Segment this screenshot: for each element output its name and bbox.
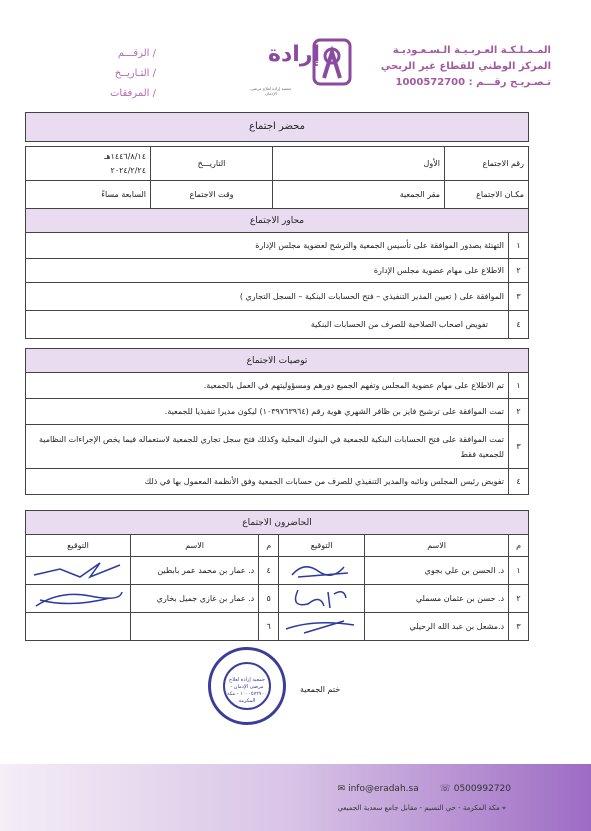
- signature-icon: [284, 559, 360, 581]
- attendee-name: د.مشعل بن عبد الله الرحيلي: [365, 613, 509, 641]
- col-m: م: [509, 535, 529, 557]
- recommendations-table: [25, 348, 529, 495]
- col-name: الاسم: [365, 535, 509, 557]
- footer: [0, 764, 591, 831]
- meeting-number-label: رقم الاجتماع: [445, 147, 529, 181]
- attendee-name: [131, 613, 259, 641]
- document-title: محضر اجتماع: [25, 112, 529, 142]
- attachments-label: المرفقات /: [110, 88, 156, 99]
- col-m: م: [259, 535, 279, 557]
- signature-icon: [30, 559, 126, 581]
- signature-cell: [279, 585, 365, 613]
- attendee-name: د. عمار بن محمد عمر بابطين: [131, 557, 259, 585]
- meeting-time-label: وقت الاجتماع: [151, 181, 273, 209]
- center-line: المركز الوطني للقطاع غير الربحي: [380, 61, 551, 72]
- agenda-num: ١: [509, 233, 529, 259]
- col-name: الاسم: [131, 535, 259, 557]
- rec-item: تمت الموافقة على فتح الحسابات البنكية للجمعية في البنوك المحلية وكذلك فتح سجل تجاري للجمعية لاستعماله فيما يخص الإجراءات النظامية للجمعية فقط: [26, 425, 509, 469]
- agenda-item: تفويض اصحاب الصلاحية للصرف من الحسابات البنكية: [26, 311, 509, 339]
- phone-icon: ☏: [439, 784, 451, 794]
- recommendations-title: توصيات الاجتماع: [26, 349, 529, 373]
- col-sig: التوقيع: [26, 535, 131, 557]
- letterhead: [0, 0, 591, 100]
- logo-word: إرادة: [268, 42, 321, 67]
- agenda-table: [25, 208, 529, 339]
- signature-cell: [26, 585, 131, 613]
- letterhead-fields: [110, 44, 156, 104]
- agenda-num: ٢: [509, 259, 529, 283]
- rec-num: ١: [509, 373, 529, 399]
- rec-num: ٣: [509, 425, 529, 469]
- col-sig: التوقيع: [279, 535, 365, 557]
- meeting-place-label: مكـان الاجتماع: [445, 181, 529, 209]
- signature-icon: [30, 586, 126, 610]
- rec-num: ٤: [509, 469, 529, 495]
- association-seal: [208, 647, 286, 725]
- seal-text: جمعية إرادة لعلاج مرضى الإدمان - ١٠٠٠٥٧٢٧٠٠ - مكة المكرمة: [223, 662, 271, 710]
- email-text: info@eradah.sa: [348, 784, 419, 794]
- attendee-name: د. عمار بن غازي جميل بخاري: [131, 585, 259, 613]
- agenda-item: الموافقة على ( تعيين المدير التنفيذي – فتح الحسابات البنكية – السجل التجاري ): [26, 283, 509, 311]
- hijri-date: ١٤٤٦/٨/١٤هـ: [103, 151, 146, 161]
- attendee-name: د. الحسن بن علي بجوي: [365, 557, 509, 585]
- date-label: التـاريــخ /: [114, 68, 156, 79]
- attendees-table: [25, 510, 529, 641]
- signature-icon: [284, 615, 360, 637]
- stamp-label: ختم الجمعية: [300, 685, 341, 694]
- agenda-title: محاور الاجتماع: [26, 209, 529, 233]
- eradah-logo: [238, 38, 348, 94]
- attendee-num: ٦: [259, 613, 279, 641]
- gregorian-date: ٢٠٢٤/٢/٢٤: [110, 165, 146, 175]
- rec-num: ٢: [509, 399, 529, 425]
- agenda-item: التهنئة بصدور الموافقة على تأسيس الجمعية والترشح لعضوية مجلس الإدارة: [26, 233, 509, 259]
- attendee-num: ٥: [259, 585, 279, 613]
- rec-item: تمت الموافقة على ترشيح فايز بن ظافر الشهري هوية رقم (١٠٣٩٧٦٣٩٦٤) ليكون مديرا تنفيذيا للجمعية.: [26, 399, 509, 425]
- phone-text: 0500992720: [453, 784, 511, 794]
- license-line: تـصـريـح رقـــم : 1000572700: [395, 77, 551, 88]
- attendee-name: د. حسن بن عثمان مسملي: [365, 585, 509, 613]
- agenda-num: ٣: [509, 283, 529, 311]
- logo-subtitle: جمعية إرادة لعلاج مرضى الإدمان: [250, 86, 292, 96]
- attendee-num: ١: [509, 557, 529, 585]
- location-icon: ⌖: [502, 804, 506, 812]
- ref-label: الرقـــم /: [117, 48, 156, 59]
- email-icon: ✉: [337, 784, 346, 794]
- agenda-item: الاطلاع على مهام عضوية مجلس الإدارة: [26, 259, 509, 283]
- rec-item: تفويض رئيس المجلس ونائبه والمدير التنفيذي للصرف من حسابات الجمعية وفق الأنظمة المعمول بها في ذلك: [26, 469, 509, 495]
- meeting-info-table: [25, 146, 529, 209]
- attendees-title: الحاضرون الاجتماع: [26, 511, 529, 535]
- address-line: [337, 804, 506, 813]
- signature-cell: [26, 613, 131, 641]
- meeting-date-value: [26, 147, 151, 181]
- signature-cell: [279, 557, 365, 585]
- signature-icon: [284, 586, 360, 610]
- contact-line: [338, 784, 511, 794]
- signature-cell: [26, 557, 131, 585]
- meeting-number-value: الأول: [273, 147, 445, 181]
- meeting-time-value: السابعة مساءً: [26, 181, 151, 209]
- attendee-num: ٣: [509, 613, 529, 641]
- address-text: مكة المكرمة - حي النسيم - مقابل جامع سعدية الجميعي: [337, 804, 500, 812]
- meeting-place-value: مقر الجمعية: [273, 181, 445, 209]
- org-info: [381, 43, 551, 91]
- agenda-num: ٤: [509, 311, 529, 339]
- attendee-num: ٤: [259, 557, 279, 585]
- signature-cell: [279, 613, 365, 641]
- attendee-num: ٢: [509, 585, 529, 613]
- kingdom-line: المـمـلـكـة العـربـيـة الـسـعـوديـة: [392, 45, 551, 56]
- meeting-date-label: التاريـــخ: [151, 147, 273, 181]
- rec-item: تم الاطلاع على مهام عضوية المجلس وتفهم الجميع دورهم ومسؤوليتهم في العمل بالجمعية.: [26, 373, 509, 399]
